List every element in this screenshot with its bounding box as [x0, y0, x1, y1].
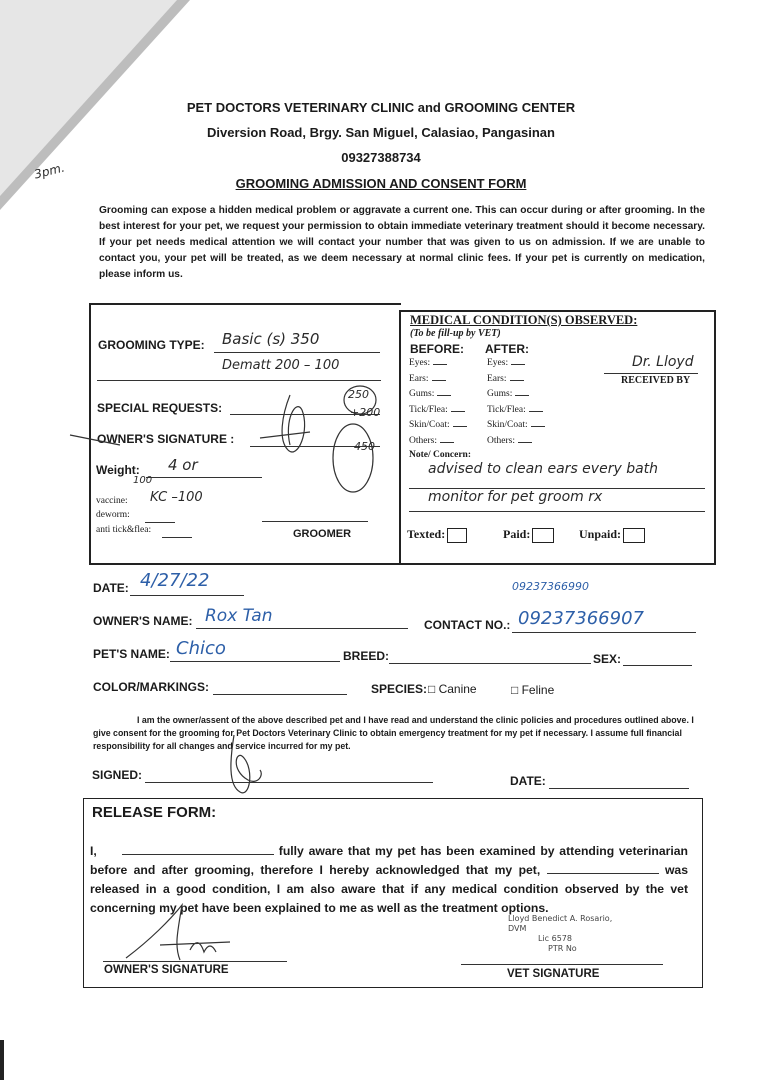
release-pet-line	[547, 862, 659, 874]
contact-label: CONTACT NO.:	[424, 618, 511, 632]
received-by-label: RECEIVED BY	[621, 375, 691, 386]
stamp-ptr: PTR No	[548, 944, 577, 953]
release-text-2: was released in a good condition, I am also aware that if any medical condition observed by the vet concerning my pet have been explained to me as well as the treatment options.	[90, 863, 688, 915]
groomer-label: GROOMER	[293, 528, 352, 540]
sex-line	[623, 665, 692, 666]
breed-line	[389, 663, 591, 664]
received-by-line	[604, 373, 698, 374]
before-item-line	[437, 395, 451, 396]
signed-label: SIGNED:	[92, 768, 143, 782]
before-item	[409, 420, 467, 430]
vet-signature-line	[461, 964, 663, 965]
before-item-label: Others:	[409, 435, 437, 446]
date-line	[130, 595, 244, 596]
circled-total: 250	[348, 388, 369, 401]
paid-checkbox[interactable]	[532, 528, 554, 543]
species-label: SPECIES:	[371, 682, 428, 696]
stamp-name: Lloyd Benedict A. Rosario, DVM	[508, 914, 613, 933]
stamp-lic-row	[508, 934, 626, 944]
before-item-label: Ears:	[409, 373, 429, 384]
signed-signature	[220, 730, 280, 800]
weight-line	[146, 477, 262, 478]
date2-line	[549, 788, 689, 789]
after-item-line	[515, 395, 529, 396]
owner-name-line	[196, 628, 408, 629]
weight-label: Weight:	[96, 463, 140, 477]
groomer-line	[262, 521, 368, 522]
before-label: BEFORE:	[410, 342, 464, 356]
intro-paragraph: Grooming can expose a hidden medical problem or aggravate a current one. This can occur during or after grooming. In the best interest for your pet, we request your permission to obtain immediate veterinary treatment should it become necessary. If your pet needs medical attention we will contact your number that was given to us on admission. If we are unable to contact you, your pet will be treated, as we deem necessary at normal clinic fees. If your pet is currently on medication, please inform us.	[99, 205, 705, 280]
owner-name-label: OWNER'S NAME:	[93, 614, 193, 628]
before-item-line	[433, 364, 447, 365]
medical-subtitle: (To be fill-up by VET)	[410, 328, 501, 339]
date-label: DATE:	[93, 581, 129, 595]
stamp-lic: Lic	[538, 934, 550, 943]
after-item-label: Eyes:	[487, 358, 509, 368]
weight-value: 4 or	[168, 456, 198, 474]
release-title: RELEASE FORM:	[92, 804, 217, 821]
special-requests-label: SPECIAL REQUESTS:	[97, 401, 223, 415]
circled-sum: 450	[354, 440, 375, 453]
texted-checkbox[interactable]	[447, 528, 467, 543]
before-item	[409, 358, 447, 368]
before-item-line	[432, 380, 446, 381]
pet-name-label: PET'S NAME:	[93, 647, 170, 661]
paid-label: Paid:	[503, 527, 531, 541]
date2-label: DATE:	[510, 774, 546, 788]
sex-label: SEX:	[593, 652, 622, 666]
folded-page-corner-inner	[0, 0, 177, 196]
breed-label: BREED:	[343, 649, 390, 663]
release-name-line	[122, 843, 274, 855]
vet-signature-label: VET SIGNATURE	[507, 968, 600, 980]
grooming-type-value-1: Basic (s) 350	[222, 330, 320, 348]
canine-option[interactable]: □ Canine	[428, 682, 477, 696]
before-item-line	[440, 442, 454, 443]
owner-name-value: Rox Tan	[205, 606, 273, 626]
scan-edge-mark	[0, 1040, 4, 1080]
vaccine-label: vaccine:	[96, 496, 128, 506]
after-item-line	[511, 364, 525, 365]
before-item	[409, 374, 446, 384]
pet-name-line	[170, 661, 340, 662]
after-item-label: Skin/Coat:	[487, 420, 528, 430]
feline-option[interactable]: □ Feline	[511, 683, 555, 697]
color-markings-line	[213, 694, 347, 695]
after-item-label: Tick/Flea:	[487, 404, 526, 415]
after-label: AFTER:	[485, 342, 529, 356]
after-item	[487, 358, 525, 368]
before-item-label: Skin/Coat:	[409, 420, 450, 430]
unpaid-checkbox[interactable]	[623, 528, 645, 543]
contact-value: 09237366907	[518, 608, 644, 629]
grooming-type-value-2: Dematt 200 – 100	[222, 358, 340, 373]
pet-name-value: Chico	[176, 638, 226, 659]
clinic-name: PET DOCTORS VETERINARY CLINIC and GROOMING CENTER	[186, 100, 576, 115]
medical-title: MEDICAL CONDITION(S) OBSERVED:	[410, 313, 638, 327]
anti-tick-line	[162, 537, 192, 538]
note-line-2	[409, 511, 705, 512]
consent-paragraph: I am the owner/assent of the above described pet and I have read and understand the clinic policies and procedures outlined above. I give consent for the grooming for Pet Doctors Veterinary Clinic to obtain emergency treatment for my pet if necessary. I assume full financial responsibility for all changes and service incurred for my pet.	[93, 715, 694, 751]
color-markings-label: COLOR/MARKINGS:	[93, 680, 209, 694]
after-item	[487, 405, 543, 415]
date-value: 4/27/22	[140, 570, 210, 591]
note-value-1: advised to clean ears every bath	[428, 461, 659, 477]
after-item	[487, 420, 545, 430]
clinic-phone: 09327388734	[341, 150, 421, 165]
circled-add: +200	[350, 406, 381, 419]
before-item	[409, 389, 451, 399]
paid-field[interactable]	[503, 527, 554, 543]
after-item-label: Others:	[487, 435, 515, 446]
release-i-label: I,	[90, 844, 97, 858]
received-by-signature: Dr. Lloyd	[632, 354, 694, 370]
release-owner-signature	[120, 900, 240, 970]
before-item-line	[451, 411, 465, 412]
form-title: GROOMING ADMISSION AND CONSENT FORM	[235, 176, 527, 191]
before-item-label: Eyes:	[409, 358, 431, 368]
before-item	[409, 405, 465, 415]
before-item-line	[453, 426, 467, 427]
signed-line	[145, 782, 433, 783]
after-item-label: Ears:	[487, 373, 507, 384]
note-value-2: monitor for pet groom rx	[428, 489, 603, 505]
owner-signature-label: OWNER'S SIGNATURE :	[97, 432, 235, 446]
grooming-type-label: GROOMING TYPE:	[98, 338, 205, 352]
before-item	[409, 436, 454, 446]
texted-field[interactable]	[407, 527, 467, 543]
contact-top-note: 09237366990	[512, 580, 589, 593]
after-item-label: Gums:	[487, 389, 513, 399]
vet-stamp	[508, 914, 626, 954]
after-item	[487, 436, 532, 446]
texted-label: Texted:	[407, 527, 446, 541]
unpaid-label: Unpaid:	[579, 527, 622, 541]
before-item-label: Tick/Flea:	[409, 404, 448, 415]
after-item-line	[531, 426, 545, 427]
after-item	[487, 374, 524, 384]
note-label: Note/ Concern:	[409, 450, 471, 460]
before-item-label: Gums:	[409, 389, 435, 399]
deworm-label: deworm:	[96, 510, 130, 520]
after-item-line	[529, 411, 543, 412]
weight-extra: 100	[133, 475, 153, 486]
deworm-line	[145, 522, 175, 523]
clinic-address: Diversion Road, Brgy. San Miguel, Calasiao, Pangasinan	[207, 125, 555, 140]
owner-signature-release-line	[103, 961, 287, 962]
release-owner-signature-label: OWNER'S SIGNATURE	[104, 964, 229, 976]
contact-line	[512, 632, 696, 633]
unpaid-field[interactable]	[579, 527, 645, 543]
release-text-1: fully aware that my pet has been examined by attending veterinarian before and after grooming, therefore I hereby acknowledged that my pet,	[90, 844, 688, 877]
after-item-line	[510, 380, 524, 381]
after-item	[487, 389, 529, 399]
vaccine-value: KC –100	[150, 490, 203, 505]
after-item-line	[518, 442, 532, 443]
margin-note: 3pm.	[32, 160, 67, 182]
anti-tick-label: anti tick&flea:	[96, 525, 152, 535]
stamp-lic-no: 6578	[551, 934, 572, 943]
grooming-type-line	[214, 352, 380, 353]
